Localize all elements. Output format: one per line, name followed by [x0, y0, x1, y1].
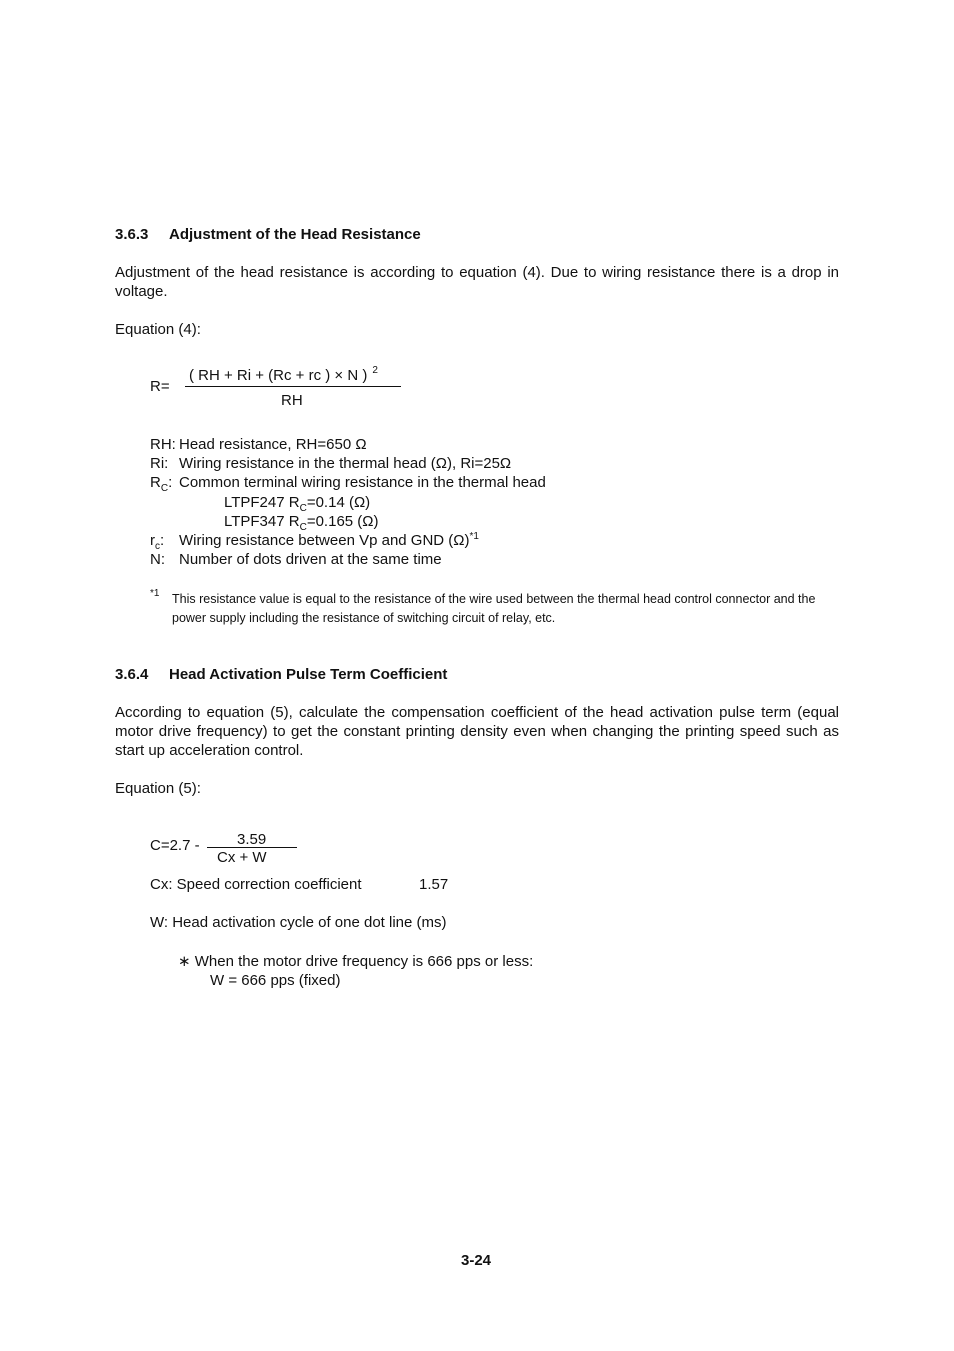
- ltpf347-value: =0.165 (Ω): [306, 513, 379, 530]
- equation-5-lhs: C=2.7 -: [150, 837, 200, 854]
- def-ri-key: Ri:: [150, 455, 169, 472]
- note-line-2: W = 666 pps (fixed): [210, 972, 341, 989]
- def-rc-key-colon: :: [168, 474, 173, 491]
- def-rh-text: Head resistance, RH=650 Ω: [179, 436, 367, 453]
- ltpf247-label: LTPF247 R: [224, 494, 300, 511]
- def-cx-value: 1.57: [419, 876, 449, 893]
- footnote-line-1: This resistance value is equal to the resistance of the wire used between the thermal head control connector and the: [172, 592, 816, 606]
- def-ltpf247: [224, 493, 370, 512]
- def-n-key: N:: [150, 551, 165, 568]
- footnote-line-2: power supply including the resistance of switching circuit of relay, etc.: [172, 611, 556, 625]
- def-rc-text: Common terminal wiring resistance in the thermal head: [179, 474, 546, 491]
- section-title-364: Head Activation Pulse Term Coefficient: [169, 666, 448, 683]
- def-rcl-key-base: r: [150, 532, 155, 549]
- equation-4-numerator: [189, 365, 378, 387]
- ltpf247-sub: C: [299, 503, 307, 514]
- footnote-ref-1: *1: [469, 531, 479, 542]
- def-rcl-text: [179, 531, 479, 550]
- equation-4-numerator-text: ( RH + Ri + (Rc + rc ) × N ): [189, 367, 368, 384]
- equation-4-lhs: R=: [150, 378, 170, 395]
- paragraph-364: According to equation (5), calculate the compensation coefficient of the head activation pulse term (equal motor drive frequency) to get the constant printing density even when changing the printing speed such as start up acceleration control.: [115, 704, 839, 759]
- def-rc-key-base: R: [150, 474, 161, 491]
- equation-4-fraction-bar: [185, 386, 401, 387]
- def-rcl-key-colon: :: [160, 532, 165, 549]
- def-rc-key: [150, 473, 172, 492]
- equation-4-denominator: RH: [281, 392, 303, 409]
- def-rc-key-sub: C: [160, 483, 169, 494]
- footnote-mark: *1: [150, 588, 160, 599]
- section-number-364: 3.6.4: [115, 666, 149, 683]
- equation-4-label: Equation (4):: [115, 321, 201, 338]
- def-n-text: Number of dots driven at the same time: [179, 551, 442, 568]
- equation-4-exponent: 2: [372, 365, 378, 376]
- ltpf347-sub: C: [299, 522, 307, 533]
- def-rh-key: RH:: [150, 436, 176, 453]
- section-title-363: Adjustment of the Head Resistance: [169, 226, 421, 243]
- def-cx-text: Cx: Speed correction coefficient: [150, 876, 362, 893]
- note-line-1: ∗ When the motor drive frequency is 666 pps or less:: [178, 953, 534, 970]
- def-rcl-key: [150, 531, 164, 550]
- def-w-text: W: Head activation cycle of one dot line (ms): [150, 914, 447, 931]
- equation-5-numerator: 3.59: [237, 831, 267, 848]
- def-ltpf347: [224, 512, 379, 531]
- equation-5-denominator: Cx + W: [217, 849, 267, 866]
- ltpf347-label: LTPF347 R: [224, 513, 300, 530]
- def-rcl-text-body: Wiring resistance between Vp and GND (Ω): [179, 532, 470, 549]
- paragraph-363: Adjustment of the head resistance is according to equation (4). Due to wiring resistance there is a drop in voltage.: [115, 264, 839, 300]
- def-ri-text: Wiring resistance in the thermal head (Ω), Ri=25Ω: [179, 455, 512, 472]
- equation-5-label: Equation (5):: [115, 780, 201, 797]
- page-number: 3-24: [461, 1252, 492, 1269]
- ltpf247-value: =0.14 (Ω): [306, 494, 371, 511]
- def-rcl-key-sub: c: [155, 541, 160, 552]
- section-number-363: 3.6.3: [115, 226, 149, 243]
